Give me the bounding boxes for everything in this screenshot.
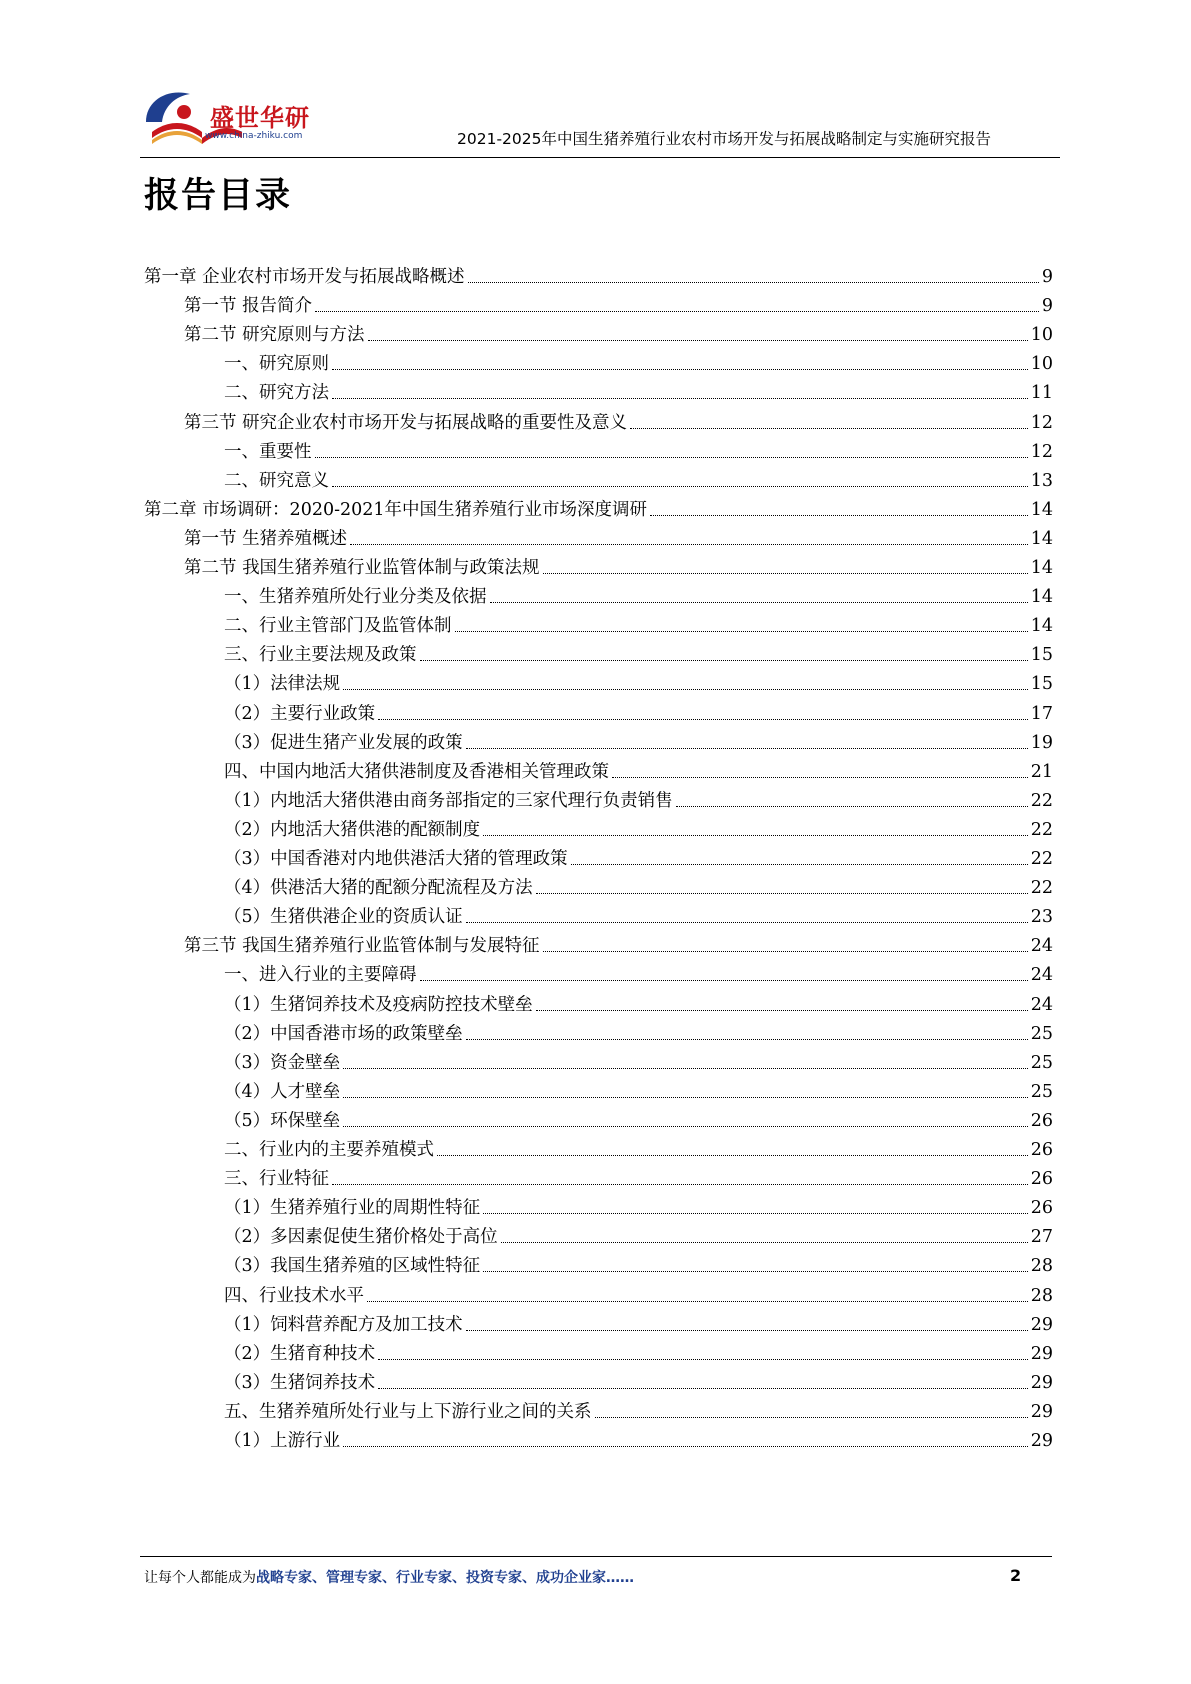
toc-entry-page: 26 [1030,1169,1053,1190]
toc-entry-page: 11 [1030,383,1053,404]
toc-dot-leader [367,1301,1028,1302]
toc-entry[interactable] [224,1133,1053,1161]
footer-slogan-highlight: 战略专家、管理专家、行业专家、投资专家、成功企业家…… [256,1570,634,1586]
toc-entry-page: 29 [1030,1431,1053,1451]
toc-dot-leader [420,980,1028,981]
toc-dot-leader [378,1359,1028,1360]
toc-entry-title: 四、行业技术水平 [224,1285,364,1306]
toc-entry-title: （3）我国生猪养殖的区域性特征 [224,1256,481,1277]
toc-entry[interactable] [224,1279,1053,1307]
toc-entry[interactable] [224,1017,1053,1045]
toc-dot-leader [332,486,1028,487]
toc-entry[interactable] [224,697,1053,725]
toc-entry-title: 第二节 研究原则与方法 [184,325,365,346]
toc-entry-title: （5）环保壁垒 [224,1110,341,1131]
report-title: 2021-2025年中国生猪养殖行业农村市场开发与拓展战略制定与实施研究报告 [457,130,991,148]
toc-entry-title: 二、研究方法 [224,383,329,404]
toc-entry[interactable] [224,376,1053,404]
toc-entry-title: 四、中国内地活大猪供港制度及香港相关管理政策 [224,761,609,782]
toc-dot-leader [332,369,1028,370]
toc-dot-leader [650,515,1028,516]
toc-entry-title: 第一节 生猪养殖概述 [184,528,348,549]
toc-dot-leader [343,1446,1028,1447]
toc-dot-leader [543,951,1028,952]
toc-entry[interactable] [144,260,1053,288]
toc-entry[interactable] [224,726,1053,754]
toc-dot-leader [676,806,1028,807]
toc-dot-leader [630,428,1028,429]
toc-dot-leader [483,835,1028,836]
header-divider [140,157,1060,158]
toc-entry-title: （1）上游行业 [224,1431,341,1451]
toc-entry[interactable] [224,580,1053,608]
toc-entry-title: （3）资金壁垒 [224,1052,341,1073]
page-number: 2 [1010,1566,1022,1585]
toc-entry[interactable] [224,638,1053,666]
toc-entry-page: 25 [1030,1052,1053,1073]
toc-entry-title: 二、行业主管部门及监管体制 [224,616,452,637]
toc-entry-page: 14 [1030,528,1053,549]
toc-entry-title: （2）中国香港市场的政策壁垒 [224,1023,463,1044]
toc-dot-leader [536,893,1028,894]
toc-dot-leader [350,544,1028,545]
toc-dot-leader [490,602,1028,603]
toc-entry-title: 二、行业内的主要养殖模式 [224,1140,434,1160]
toc-entry-page: 23 [1030,907,1053,928]
toc-entry-page: 24 [1030,994,1053,1015]
toc-dot-leader [468,282,1039,283]
toc-entry[interactable] [224,1308,1053,1336]
toc-dot-leader [378,719,1028,720]
toc-entry[interactable] [224,435,1053,463]
toc-entry-title: （2）多因素促使生猪价格处于高位 [224,1227,498,1248]
toc-entry-title: 第一章 企业农村市场开发与拓展战略概述 [144,267,465,287]
toc-entry-page: 24 [1030,965,1053,986]
toc-dot-leader [332,398,1028,399]
footer-slogan [144,1567,634,1587]
toc-entry[interactable] [224,784,1053,812]
logo-url: www.china-zhiku.com [205,131,303,141]
toc-dot-leader [612,777,1028,778]
toc-dot-leader [466,922,1028,923]
toc-entry-title: 五、生猪养殖所处行业与上下游行业之间的关系 [224,1401,592,1422]
toc-entry-page: 29 [1030,1372,1053,1393]
toc-dot-leader [368,340,1028,341]
toc-dot-leader [378,1388,1028,1389]
toc-entry-title: 一、生猪养殖所处行业分类及依据 [224,587,487,608]
toc-entry-title: 第一节 报告简介 [184,296,313,317]
toc-entry-title: 第三节 我国生猪养殖行业监管体制与发展特征 [184,936,540,957]
toc-entry-title: 一、重要性 [224,441,312,462]
toc-entry-title: （1）生猪饲养技术及疫病防控技术壁垒 [224,994,533,1015]
toc-entry[interactable] [224,1249,1053,1277]
toc-entry-title: （4）人才壁垒 [224,1081,341,1102]
toc-dot-leader [543,573,1028,574]
toc-entry[interactable] [224,900,1053,928]
toc-entry-title: （3）生猪饲养技术 [224,1372,376,1393]
toc-dot-leader [466,1330,1028,1331]
toc-entry-page: 14 [1030,558,1053,578]
toc-entry-title: （3）促进生猪产业发展的政策 [224,732,463,753]
toc-entry[interactable] [224,1220,1053,1248]
toc-entry[interactable] [224,1366,1053,1394]
toc-dot-leader [536,1010,1028,1011]
toc-entry[interactable] [224,1075,1053,1103]
toc-entry-page: 21 [1030,761,1053,782]
toc-entry-page: 14 [1030,499,1053,520]
toc-entry-page: 28 [1030,1285,1053,1306]
toc-entry[interactable] [184,551,1053,579]
toc-entry-title: （2）生猪育种技术 [224,1343,376,1364]
toc-entry-page: 14 [1030,587,1053,608]
toc-entry[interactable] [224,842,1053,870]
toc-entry-page: 10 [1030,325,1053,346]
toc-entry-page: 28 [1030,1256,1053,1277]
toc-entry-page: 15 [1030,674,1053,695]
toc-dot-leader [332,1184,1028,1185]
toc-entry[interactable] [224,464,1053,492]
toc-entry-page: 26 [1030,1110,1053,1131]
toc-entry-page: 12 [1030,441,1053,462]
toc-entry-title: （2）主要行业政策 [224,703,376,724]
toc-entry-page: 15 [1030,645,1053,666]
toc-entry[interactable] [184,318,1053,346]
toc-entry-page: 13 [1030,470,1053,491]
toc-entry[interactable] [224,609,1053,637]
toc-dot-leader [501,1242,1028,1243]
toc-entry[interactable] [224,1162,1053,1190]
toc-entry[interactable] [224,667,1053,695]
toc-dot-leader [343,689,1028,690]
toc-entry-page: 19 [1030,732,1053,753]
toc-entry-page: 9 [1041,296,1053,317]
toc-entry-page: 25 [1030,1081,1053,1102]
toc-entry-page: 14 [1030,616,1053,637]
toc-dot-leader [420,660,1028,661]
toc-entry[interactable] [224,1424,1053,1452]
toc-dot-leader [571,864,1028,865]
toc-entry-title: 第二节 我国生猪养殖行业监管体制与政策法规 [184,558,540,578]
toc-entry-title: 三、行业主要法规及政策 [224,645,417,666]
toc-entry[interactable] [184,929,1053,957]
toc-entry-title: （1）法律法规 [224,674,341,695]
toc-entry-page: 17 [1030,703,1053,724]
toc-entry[interactable] [224,871,1053,899]
toc-entry-title: 第三节 研究企业农村市场开发与拓展战略的重要性及意义 [184,412,628,433]
toc-entry[interactable] [224,347,1053,375]
toc-dot-leader [455,631,1028,632]
toc-entry-page: 26 [1030,1198,1053,1219]
toc-entry[interactable] [224,958,1053,986]
toc-dot-leader [343,1068,1028,1069]
toc-dot-leader [595,1417,1028,1418]
toc-entry[interactable] [184,522,1053,550]
footer-slogan-lead: 让每个人都能成为 [144,1570,256,1586]
toc-entry-title: （2）内地活大猪供港的配额制度 [224,819,481,840]
toc-entry[interactable] [144,493,1053,521]
toc-entry-title: （1）饲料营养配方及加工技术 [224,1314,463,1335]
toc-entry-page: 27 [1030,1227,1053,1248]
toc-entry-page: 22 [1030,819,1053,840]
toc-entry-title: 一、研究原则 [224,354,329,375]
toc-dot-leader [343,1097,1028,1098]
toc-entry[interactable] [184,406,1053,434]
toc-dot-leader [483,1213,1028,1214]
toc-entry-page: 26 [1030,1140,1053,1160]
toc-entry-title: 一、进入行业的主要障碍 [224,965,417,986]
toc-entry-page: 12 [1030,412,1053,433]
toc-entry[interactable] [224,1104,1053,1132]
toc-dot-leader [466,748,1028,749]
toc-entry-title: （1）内地活大猪供港由商务部指定的三家代理行负责销售 [224,790,673,811]
toc-entry-page: 10 [1030,354,1053,375]
toc-entry-page: 29 [1030,1401,1053,1422]
toc-dot-leader [437,1155,1028,1156]
toc-entry[interactable] [224,1395,1053,1423]
toc-entry-page: 29 [1030,1314,1053,1335]
toc-entry[interactable] [224,755,1053,783]
toc-entry-page: 29 [1030,1343,1053,1364]
toc-entry-title: 二、研究意义 [224,470,329,491]
toc-dot-leader [466,1039,1028,1040]
toc-dot-leader [483,1271,1028,1272]
toc-entry[interactable] [224,1191,1053,1219]
toc-entry-title: （4）供港活大猪的配额分配流程及方法 [224,878,533,899]
toc-entry[interactable] [224,1337,1053,1365]
toc-entry-page: 22 [1030,849,1053,869]
toc-entry-title: 第二章 市场调研：2020-2021年中国生猪养殖行业市场深度调研 [144,499,648,520]
toc-entry[interactable] [224,988,1053,1016]
toc-dot-leader [315,311,1039,312]
page-title: 报告目录 [144,176,293,216]
toc-entry-page: 22 [1030,878,1053,899]
footer-divider [140,1556,1052,1557]
logo-name: 盛世华研 [210,104,310,132]
toc-dot-leader [315,457,1028,458]
toc-entry-page: 22 [1030,790,1053,811]
toc-entry-title: 三、行业特征 [224,1169,329,1190]
toc-entry-page: 9 [1041,267,1053,287]
toc-entry-page: 25 [1030,1023,1053,1044]
toc-entry[interactable] [184,289,1053,317]
toc-dot-leader [343,1126,1028,1127]
toc-entry[interactable] [224,1046,1053,1074]
toc-entry-title: （5）生猪供港企业的资质认证 [224,907,463,928]
toc-entry-title: （1）生猪养殖行业的周期性特征 [224,1198,481,1219]
toc-entry-page: 24 [1030,936,1053,957]
toc-entry-title: （3）中国香港对内地供港活大猪的管理政策 [224,849,568,869]
toc-entry[interactable] [224,813,1053,841]
